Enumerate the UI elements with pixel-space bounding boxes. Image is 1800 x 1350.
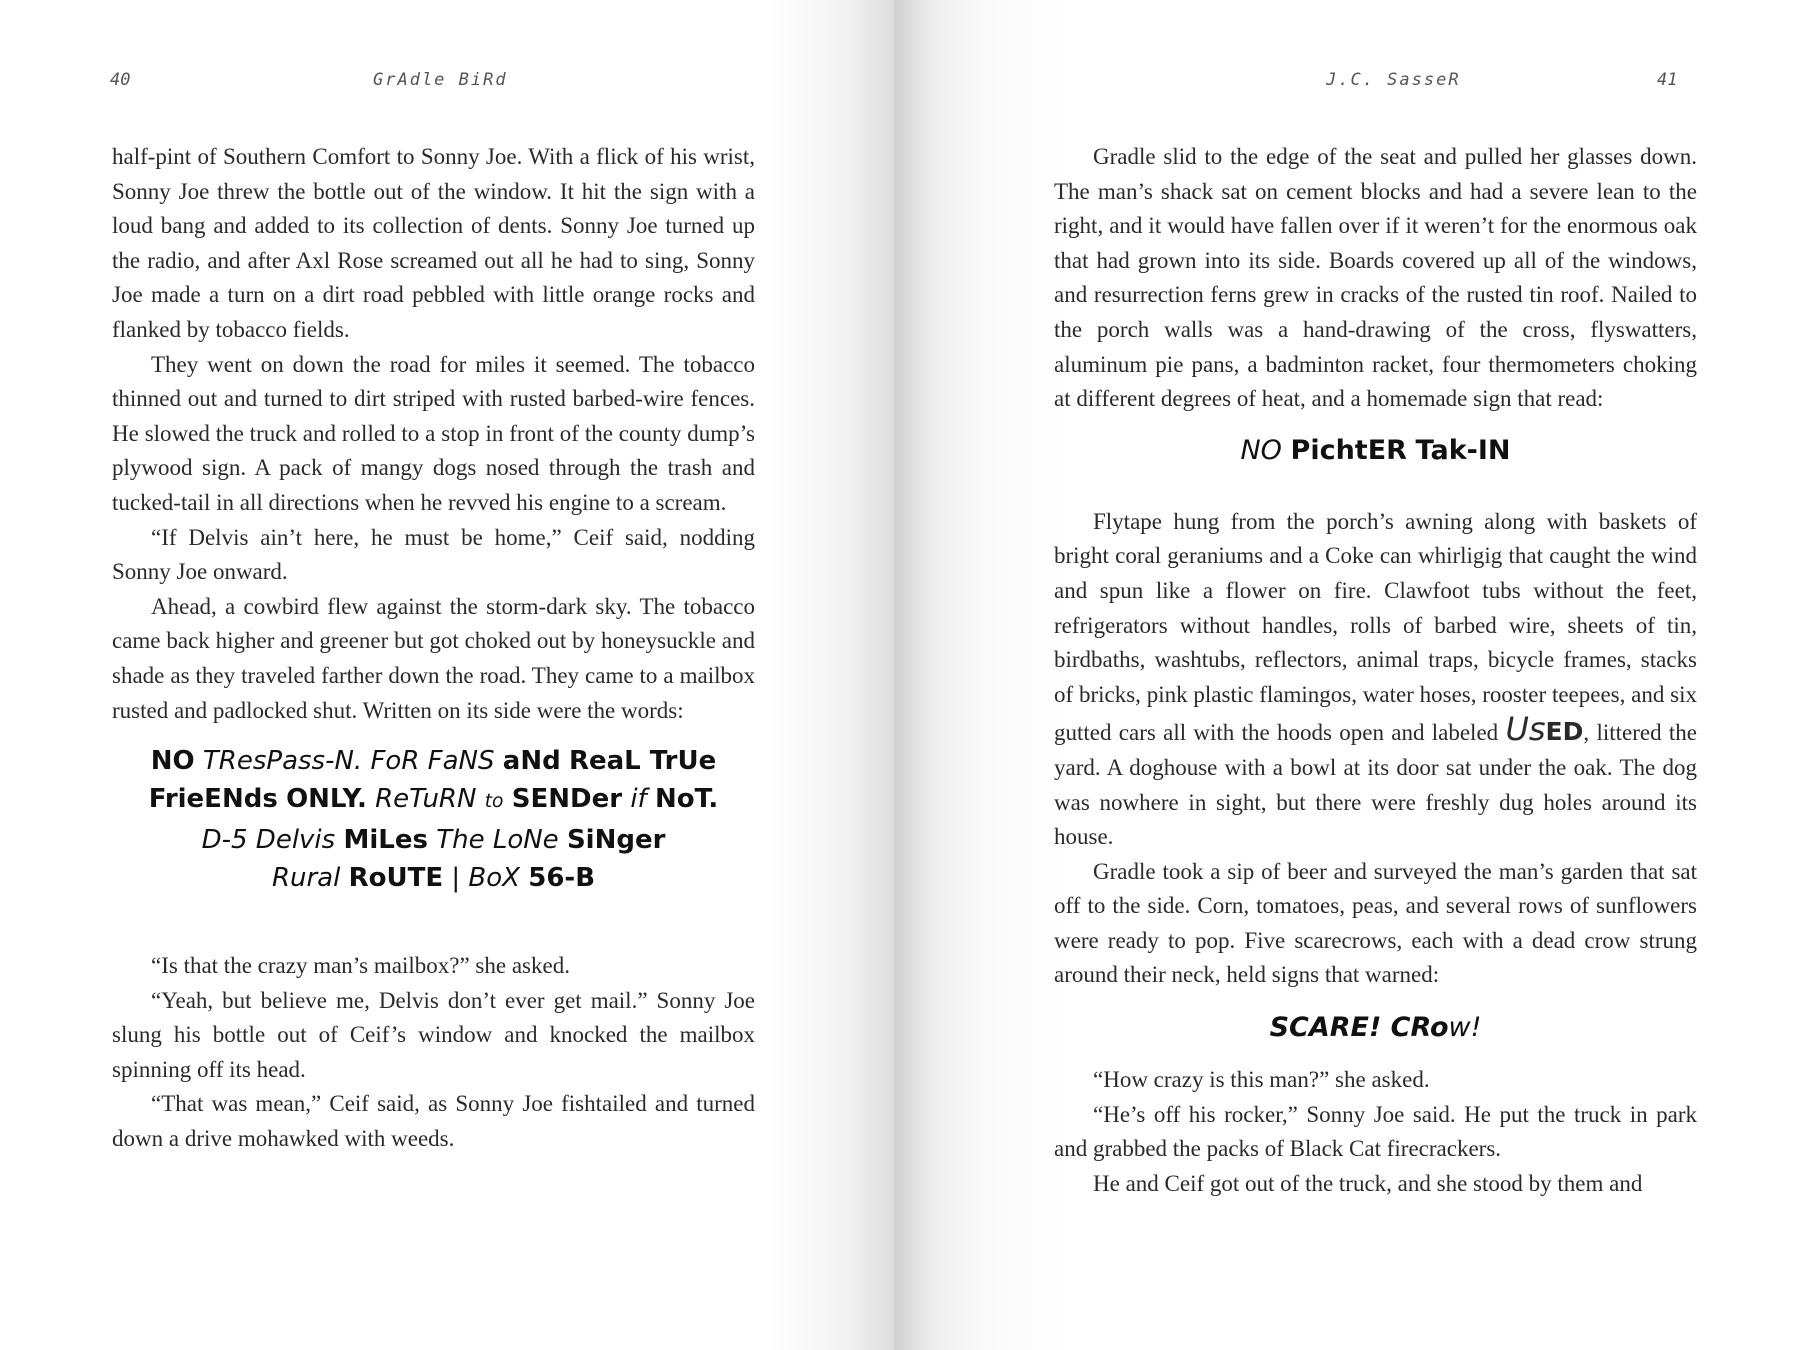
- sign-word: aNd: [502, 746, 561, 777]
- left-paragraph-6: “Yeah, but believe me, Delvis don’t ever get mail.” Sonny Joe slung his bottle out of Ceif’s window and knocked the mailbox spinning off its head.: [112, 987, 755, 1082]
- left-paragraph-2: They went on down the road for miles it seemed. The tobacco thinned out and turned to dirt striped with rusted barbed-wire fences. He slowed the truck and rolled to a stop in front of the county dump’s plywood sign. A pack of mangy dogs nosed through the trash and tucked-tail in all directions when he revved his engine to a scream.: [112, 351, 755, 515]
- right-running-head: J.C. SasseR: [1326, 70, 1461, 90]
- sign-word: ReaL TrUe: [568, 746, 717, 777]
- sign-word: FoR FaNS: [370, 746, 495, 777]
- mailbox-sign: [112, 742, 755, 949]
- sign-word: ReTuRN: [375, 784, 477, 815]
- right-page: [894, 0, 1800, 1350]
- left-paragraph-3: “If Delvis ain’t here, he must be home,” Ceif said, nodding Sonny Joe onward.: [112, 524, 755, 585]
- left-paragraph-7: “That was mean,” Ceif said, as Sonny Joe fishtailed and turned down a drive mohawked with weeds.: [112, 1091, 755, 1152]
- left-page: [0, 0, 894, 1350]
- sign-word: ONLY.: [286, 784, 367, 815]
- right-paragraph-2: [1054, 505, 1697, 855]
- sign-word: to: [484, 791, 504, 813]
- sign-word: PichtER: [1290, 434, 1407, 466]
- left-paragraph-4: Ahead, a cowbird flew against the storm-dark sky. The tobacco came back higher and greener but got choked out by honeysuckle and shade as they traveled farther down the road. They came to a mailbox rusted and padlocked shut. Written on its side were the words:: [112, 593, 755, 723]
- right-paragraph-1: Gradle slid to the edge of the seat and pulled her glasses down. The man’s shack sat on cement blocks and had a severe lean to the right, and it would have fallen over if it weren’t for the enormous oak that had grown into its side. Boards covered up all of the windows, and resurrection ferns grew in cracks of the rusted tin roof. Nailed to the porch walls was a hand-drawing of the cross, flyswatters, aluminum pie pans, a badminton racket, four thermometers choking at different degrees of heat, and a homemade sign that read:: [1054, 144, 1697, 412]
- sign-word: 56-B: [528, 863, 596, 894]
- sign-word: if: [630, 784, 647, 815]
- right-text-block: [1054, 140, 1697, 1201]
- right-paragraph-3: Gradle took a sip of beer and surveyed the man’s garden that sat off to the side. Corn, tomatoes, peas, and several rows of sunflowers were ready to pop. Five scarecrows, each with a dead crow strung around their neck, held signs that warned:: [1054, 858, 1697, 988]
- porch-sign: [1054, 434, 1697, 468]
- sign-word: NO: [1240, 434, 1282, 466]
- sign-word: Tak-IN: [1415, 434, 1511, 466]
- right-paragraph-4: “How crazy is this man?” she asked.: [1093, 1067, 1430, 1093]
- sign-word: TResPass-N.: [202, 746, 363, 777]
- paragraph-text: Flytape hung from the porch’s awning along with baskets of bright coral geraniums and a Coke can whirligig that caught the wind and spun like a flower on fire. Clawfoot tubs without the feet, refrigerators without handles, rolls of barbed wire, sheets of tin, birdbaths, washtubs, reflectors, animal traps, bicycle frames, stacks of bricks, pink plastic flamingos, water hoses, rooster teepees, and six gutted cars all with the hoods open and labeled: [1054, 508, 1697, 746]
- right-paragraph-6: He and Ceif got out of the truck, and she stood by them and: [1093, 1170, 1643, 1196]
- sign-word: Rural: [271, 863, 341, 894]
- sign-word: SCARE! CRo: [1269, 1012, 1449, 1044]
- sign-word: D-5 Delvis: [201, 825, 336, 856]
- left-text-block: [112, 140, 755, 1157]
- right-page-number: 41: [1657, 70, 1678, 90]
- scarecrow-sign: [1054, 1011, 1697, 1045]
- mailbox-sign-line-3: [112, 821, 755, 859]
- sign-word: w!: [1448, 1012, 1482, 1044]
- sign-word: SiNger: [566, 825, 666, 856]
- mailbox-sign-line-1: [112, 742, 755, 780]
- right-paragraph-5: “He’s off his rocker,” Sonny Joe said. He put the truck in park and grabbed the packs of Black Cat firecrackers.: [1054, 1101, 1697, 1162]
- sign-word: RoUTE: [348, 863, 444, 894]
- sign-word: The: [436, 825, 485, 856]
- used-label-part: Us: [1505, 710, 1546, 749]
- used-label: [1505, 710, 1584, 749]
- used-label-part: ED: [1545, 717, 1584, 747]
- mailbox-sign-line-4: [112, 859, 755, 897]
- mailbox-sign-line-2: [112, 780, 755, 821]
- sign-word: | BoX: [451, 863, 520, 894]
- sign-word: SENDer: [511, 784, 623, 815]
- sign-word: FrieENds: [148, 784, 278, 815]
- sign-word: MiLes: [343, 825, 428, 856]
- sign-word: LoNe: [492, 825, 559, 856]
- left-running-head: GrAdle BiRd: [373, 70, 508, 90]
- left-paragraph-5: “Is that the crazy man’s mailbox?” she asked.: [151, 953, 570, 979]
- sign-word: NoT.: [654, 784, 719, 815]
- left-paragraph-1: half-pint of Southern Comfort to Sonny Joe. With a flick of his wrist, Sonny Joe threw the bottle out of the window. It hit the sign with a loud bang and added to its collection of dents. Sonny Joe turned up the radio, and after Axl Rose screamed out all he had to sing, Sonny Joe made a turn on a dirt road pebbled with little orange rocks and flanked by tobacco fields.: [112, 144, 755, 342]
- paragraph-text: , littered the yard. A doghouse with a bowl at its door sat under the oak. The dog was nowhere in sight, but there were freshly dug holes around its house.: [1054, 720, 1697, 850]
- sign-word: NO: [150, 746, 195, 777]
- left-page-number: 40: [110, 70, 131, 90]
